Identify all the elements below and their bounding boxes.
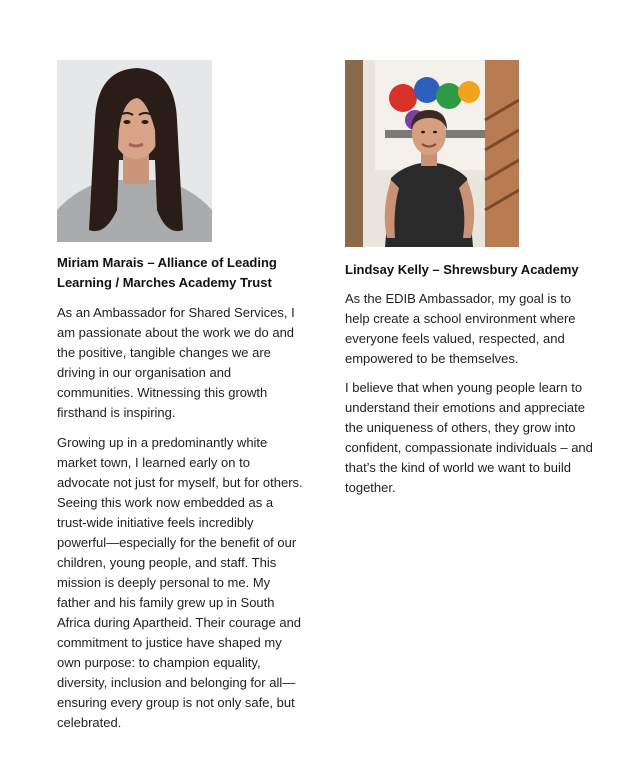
bio-paragraph: As an Ambassador for Shared Services, I am passionate about the work we do and the positive, tangible changes we are driving in our organisation and communities. Witnessing this growth firsthand is inspiring. xyxy=(57,305,295,420)
profile-photo xyxy=(57,60,212,242)
profile-photo xyxy=(345,60,519,247)
ambassador-name: Miriam Marais – Alliance of Leading Learning / Marches Academy Trust xyxy=(57,255,277,290)
ambassador-name: Lindsay Kelly – Shrewsbury Academy xyxy=(345,262,579,277)
bio-paragraph: I believe that when young people learn to understand their emotions and appreciate the uniqueness of others, they grow into confident, compassionate individuals – and that’s the kind of world we want to build together. xyxy=(345,380,593,495)
bio-paragraph: Growing up in a predominantly white market town, I learned early on to advocate not just for myself, but for others. Seeing this work now embedded as a trust-wide initiative feels incredibly powerful—especially for the benefit of our children, young people, and staff. This mission is deeply personal to me. My father and his family grew up in South Africa during Apartheid. Their courage and commitment to justice have shaped my own purpose: to champion equality, diversity, inclusion and belonging for all—ensuring every group is not only safe, but celebrated. xyxy=(57,435,303,730)
bio-paragraph: As the EDIB Ambassador, my goal is to help create a school environment where everyone feels valued, respected, and empowered to be themselves. xyxy=(345,291,576,366)
